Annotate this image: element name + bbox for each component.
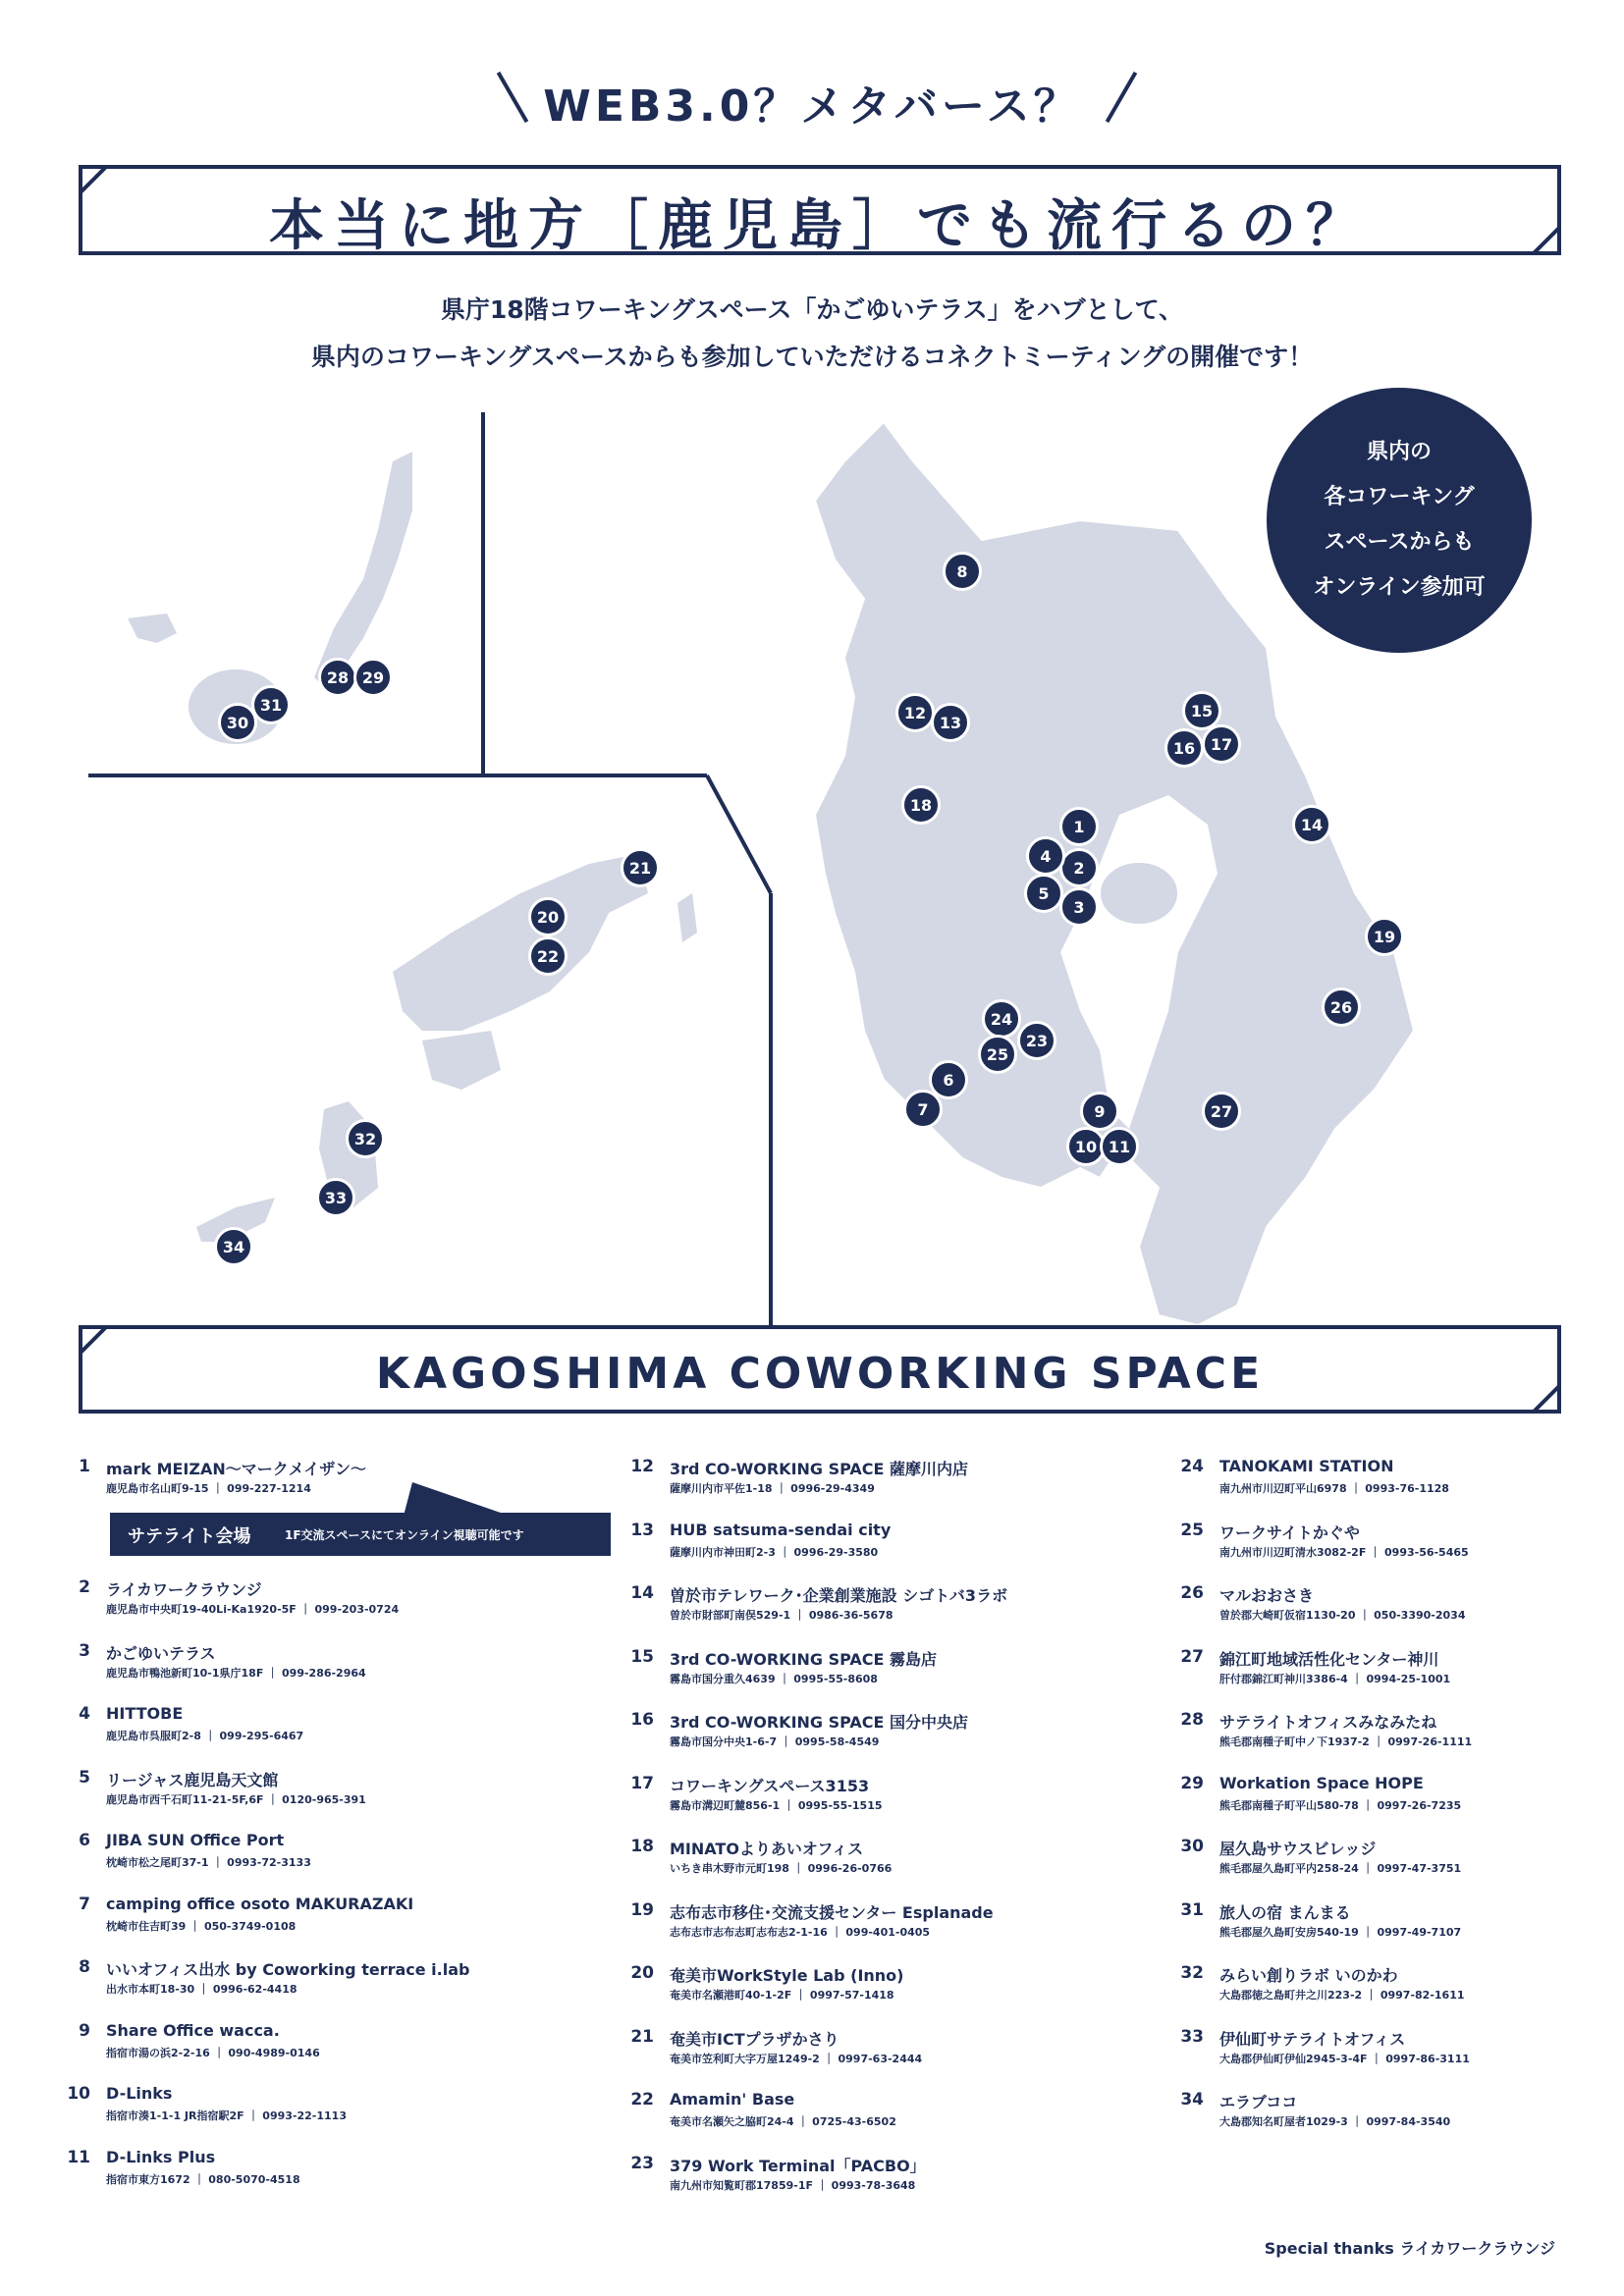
- list-item-address: 大島郡徳之島町井之川223-2 ｜ 0997-82-1611: [1219, 1989, 1465, 2002]
- map-pin-7: 7: [903, 1090, 943, 1129]
- list-item-address: 熊毛郡南種子町中ノ下1937-2 ｜ 0997-26-1111: [1219, 1735, 1473, 1748]
- map-pin-34: 34: [214, 1227, 253, 1266]
- list-item-name: D-Links Plus: [106, 2147, 216, 2166]
- list-item: [1174, 2027, 1587, 2091]
- special-thanks: Special thanks ライカワークラウンジ: [1264, 2239, 1555, 2258]
- list-item: [624, 2154, 1174, 2217]
- map-pin-5: 5: [1024, 874, 1063, 913]
- list-item-number: 21: [630, 2026, 654, 2047]
- list-item: [61, 1768, 611, 1832]
- list-item-number: 26: [1180, 1583, 1204, 1603]
- list-item-name: 奄美市ICTプラザかさり: [670, 2029, 839, 2049]
- list-item-number: 5: [79, 1767, 90, 1788]
- map-pin-1: 1: [1059, 807, 1099, 846]
- list-item: [624, 1521, 1174, 1584]
- list-column-3: [1174, 1457, 1587, 2154]
- list-item: [1174, 2090, 1587, 2154]
- amami-shape: [393, 854, 648, 1031]
- list-item-name: マルおおさき: [1219, 1586, 1315, 1605]
- list-item-number: 29: [1180, 1773, 1204, 1793]
- list-item-name: 志布志市移住･交流支援センター Esplanade: [670, 1902, 994, 1922]
- list-item-number: 23: [630, 2153, 654, 2173]
- list-item-address: 鹿児島市中央町19-40Li-Ka1920-5F ｜ 099-203-0724: [106, 1603, 400, 1616]
- section-frame: [79, 1325, 1561, 1414]
- list-item: [61, 1704, 611, 1768]
- list-item-number: 1: [79, 1457, 90, 1476]
- list-item-number: 32: [1180, 1963, 1204, 1983]
- list-item-address: 指宿市湯の浜2-2-16 ｜ 090-4989-0146: [106, 2046, 320, 2059]
- list-item: [1174, 1963, 1587, 2027]
- map-pin-2: 2: [1059, 848, 1099, 887]
- list-item-number: 6: [79, 1831, 90, 1850]
- badge-line-1: 県内の: [1366, 440, 1432, 464]
- list-item-address: 南九州市川辺町平山6978 ｜ 0993-76-1128: [1219, 1482, 1449, 1495]
- list-item-address: 霧島市国分重久4639 ｜ 0995-55-8608: [670, 1672, 878, 1685]
- list-item-address: 肝付郡錦江町神川3386-4 ｜ 0994-25-1001: [1219, 1672, 1451, 1685]
- list-item-number: 22: [630, 2090, 654, 2109]
- list-item-number: 31: [1180, 1899, 1204, 1920]
- map-pin-33: 33: [316, 1178, 355, 1217]
- list-item: [624, 2090, 1174, 2154]
- map-pin-30: 30: [218, 703, 257, 742]
- list-item-name: 3rd CO-WORKING SPACE 薩摩川内店: [670, 1460, 969, 1478]
- kikaijima-shape: [677, 893, 697, 942]
- list-item: [1174, 1837, 1587, 1900]
- badge-line-4: オンライン参加可: [1313, 575, 1486, 600]
- list-item-address: 霧島市国分中央1-6-7 ｜ 0995-58-4549: [670, 1735, 880, 1748]
- list-item: [61, 1577, 611, 1641]
- list-item-name: コワーキングスペース3153: [670, 1776, 870, 1795]
- page-title: 本当に地方［鹿児島］でも流行るの？: [269, 194, 1371, 258]
- list-item: [624, 1583, 1174, 1647]
- list-item-name: JIBA SUN Office Port: [106, 1831, 285, 1849]
- list-item-name: 3rd CO-WORKING SPACE 国分中央店: [670, 1713, 969, 1732]
- list-item: [61, 1957, 611, 2021]
- list-item-name: サテライトオフィスみなみたね: [1219, 1713, 1437, 1732]
- map-pin-8: 8: [943, 552, 982, 591]
- list-item-number: 14: [630, 1583, 654, 1603]
- list-item-address: いちき串木野市元町198 ｜ 0996-26-0766: [670, 1862, 893, 1875]
- list-item-address: 南九州市知覧町郡17859-1F ｜ 0993-78-3648: [670, 2178, 916, 2192]
- map-pin-3: 3: [1059, 887, 1099, 927]
- map-pin-20: 20: [528, 897, 568, 936]
- badge-line-2: 各コワーキング: [1324, 485, 1475, 509]
- list-column-2: [624, 1457, 1174, 2216]
- list-item-name: 旅人の宿 まんまる: [1219, 1902, 1351, 1922]
- map-pin-19: 19: [1365, 917, 1404, 956]
- list-item: [1174, 1900, 1587, 1964]
- list-item-number: 10: [67, 2084, 90, 2104]
- list-item-number: 27: [1180, 1646, 1204, 1667]
- list-item-name: TANOKAMI STATION: [1219, 1457, 1394, 1475]
- list-item-address: 指宿市東方1672 ｜ 080-5070-4518: [106, 2172, 300, 2186]
- badge-line-3: スペースからも: [1324, 530, 1475, 555]
- map-pin-22: 22: [528, 936, 568, 976]
- list-item-address: 薩摩川内市平佐1-18 ｜ 0996-29-4349: [670, 1482, 875, 1495]
- list-item-number: 9: [79, 2020, 90, 2041]
- list-item-address: 鹿児島市西千石町11-21-5F,6F ｜ 0120-965-391: [106, 1792, 366, 1806]
- map-pin-26: 26: [1322, 988, 1361, 1027]
- list-item-name: 曽於市テレワーク･企業創業施設 シゴトバ3ラボ: [670, 1586, 1008, 1605]
- list-item-address: 枕崎市住吉町39 ｜ 050-3749-0108: [106, 1919, 297, 1933]
- lead-line-1: 県庁18階コワーキングスペース「かごゆいテラス」をハブとして、: [440, 295, 1184, 324]
- list-item-name: ワークサイトかぐや: [1219, 1522, 1360, 1542]
- list-item-address: 曽於郡大崎町仮宿1130-20 ｜ 050-3390-2034: [1219, 1609, 1466, 1622]
- map-pin-29: 29: [353, 658, 393, 697]
- list-item-address: 枕崎市松之尾町37-1 ｜ 0993-72-3133: [106, 1856, 311, 1869]
- section-title: KAGOSHIMA COWORKING SPACE: [375, 1349, 1265, 1399]
- map-pin-12: 12: [895, 693, 935, 732]
- list-item-number: 3: [79, 1640, 90, 1661]
- online-badge: [1267, 388, 1532, 653]
- map-pin-18: 18: [901, 785, 941, 825]
- list-item-name: 伊仙町サテライトオフィス: [1219, 2029, 1406, 2049]
- kuchinoerabu-shape: [128, 614, 177, 643]
- list-item-number: 15: [630, 1646, 654, 1667]
- list-item-address: 鹿児島市名山町9-15 ｜ 099-227-1214: [106, 1482, 311, 1495]
- title-frame: [79, 165, 1561, 258]
- list-item-address: 南九州市川辺町清水3082-2F ｜ 0993-56-5465: [1219, 1545, 1469, 1559]
- list-item-number: 20: [630, 1963, 654, 1983]
- satellite-note: 1F交流スペースにてオンライン視聴可能です: [285, 1528, 524, 1542]
- map-pin-27: 27: [1202, 1092, 1241, 1131]
- list-item-name: 屋久島サウスビレッジ: [1219, 1840, 1377, 1858]
- satellite-callout: [110, 1513, 611, 1556]
- list-item-name: 奄美市WorkStyle Lab (Inno): [670, 1966, 904, 1985]
- map-pin-32: 32: [346, 1119, 385, 1158]
- map-pin-15: 15: [1182, 691, 1221, 730]
- list-item: [1174, 1583, 1587, 1647]
- list-item-number: 33: [1180, 2026, 1204, 2047]
- list-item: [624, 1963, 1174, 2027]
- kakeroma-shape: [422, 1031, 501, 1090]
- satellite-label: サテライト会場: [128, 1526, 251, 1547]
- list-item-name: みらい創りラボ いのかわ: [1219, 1966, 1398, 1985]
- list-item: [61, 2084, 611, 2148]
- list-item-number: 25: [1180, 1520, 1204, 1540]
- list-item-number: 30: [1180, 1837, 1204, 1856]
- list-item-address: 大島郡知名町屋者1029-3 ｜ 0997-84-3540: [1219, 2115, 1451, 2128]
- list-item-name: 錦江町地域活性化センター神川: [1219, 1649, 1439, 1669]
- list-item-name: エラブココ: [1219, 2093, 1298, 2111]
- list-item-number: 28: [1180, 1710, 1204, 1730]
- map-pin-16: 16: [1164, 728, 1204, 768]
- map-pin-10: 10: [1066, 1127, 1106, 1166]
- map-pin-21: 21: [621, 848, 660, 887]
- tanegashima-shape: [314, 452, 412, 687]
- map-pin-6: 6: [929, 1060, 968, 1099]
- map-pin-11: 11: [1100, 1127, 1139, 1166]
- list-item-name: いいオフィス出水 by Coworking terrace i.lab: [106, 1960, 470, 1979]
- list-item: [624, 1900, 1174, 1964]
- map-pin-31: 31: [251, 685, 291, 724]
- map-pin-28: 28: [318, 658, 357, 697]
- list-item: [1174, 1457, 1587, 1521]
- list-item-address: 鹿児島市呉服町2-8 ｜ 099-295-6467: [106, 1730, 304, 1742]
- list-item-number: 17: [630, 1773, 654, 1793]
- map-pin-4: 4: [1026, 836, 1065, 876]
- list-item-number: 16: [630, 1710, 654, 1730]
- list-item-name: HUB satsuma-sendai city: [670, 1520, 892, 1539]
- list-item-address: 熊毛郡屋久島町安房540-19 ｜ 0997-49-7107: [1219, 1925, 1462, 1939]
- list-item-address: 熊毛郡南種子町平山580-78 ｜ 0997-26-7235: [1219, 1798, 1462, 1812]
- list-item: [624, 1710, 1174, 1774]
- list-item-address: 奄美市笠利町大字万屋1249-2 ｜ 0997-63-2444: [670, 2052, 923, 2065]
- list-item: [61, 1831, 611, 1895]
- list-item-address: 曽於市財部町南俣529-1 ｜ 0986-36-5678: [670, 1609, 893, 1622]
- list-item-number: 4: [79, 1704, 90, 1724]
- list-item: [624, 1457, 1174, 1521]
- list-item-address: 出水市本町18-30 ｜ 0996-62-4418: [106, 1983, 298, 1996]
- map-pin-25: 25: [978, 1035, 1017, 1074]
- list-item-number: 13: [630, 1520, 654, 1540]
- list-item-address: 指宿市湊1-1-1 JR指宿駅2F ｜ 0993-22-1113: [106, 2109, 347, 2122]
- list-item-number: 2: [79, 1577, 90, 1597]
- list-item-name: Workation Space HOPE: [1219, 1773, 1424, 1792]
- list-item-address: 奄美市名瀬矢之脇町24-4 ｜ 0725-43-6502: [670, 2115, 896, 2128]
- list-item: [1174, 1647, 1587, 1711]
- list-item-name: camping office osoto MAKURAZAKI: [106, 1894, 414, 1913]
- map-pin-9: 9: [1080, 1092, 1119, 1131]
- list-item-name: かごゆいテラス: [106, 1643, 216, 1663]
- list-item-name: ライカワークラウンジ: [106, 1580, 262, 1599]
- list-item-name: Share Office wacca.: [106, 2020, 280, 2040]
- lead-line-2: 県内のコワーキングスペースからも参加していただけるコネクトミーティングの開催です！: [310, 343, 1314, 371]
- list-item: [624, 1837, 1174, 1900]
- list-item: [61, 1895, 611, 1958]
- map-pin-24: 24: [982, 999, 1021, 1039]
- list-item-number: 34: [1180, 2090, 1204, 2109]
- list-item: [1174, 1521, 1587, 1584]
- list-item-name: 379 Work Terminal「PACBO」: [670, 2156, 926, 2175]
- list-item: [61, 2021, 611, 2085]
- map-divider-diagonal: [707, 775, 771, 893]
- list-item-address: 大島郡伊仙町伊仙2945-3-4F ｜ 0997-86-3111: [1219, 2052, 1470, 2065]
- list-item-number: 24: [1180, 1457, 1204, 1476]
- list-item-address: 熊毛郡屋久島町平内258-24 ｜ 0997-47-3751: [1219, 1862, 1462, 1875]
- list-item-number: 8: [79, 1957, 90, 1977]
- list-item-address: 鹿児島市鴨池新町10-1県庁18F ｜ 099-286-2964: [106, 1666, 366, 1680]
- list-item-address: 薩摩川内市神田町2-3 ｜ 0996-29-3580: [670, 1545, 879, 1559]
- list-item-number: 12: [630, 1457, 654, 1476]
- header-kicker: WEB3.0？メタバース？: [543, 81, 1081, 132]
- list-item-number: 19: [630, 1899, 654, 1920]
- list-item: [61, 1641, 611, 1705]
- list-item: [1174, 1710, 1587, 1774]
- map-pin-14: 14: [1292, 805, 1331, 844]
- list-item-number: 11: [67, 2147, 90, 2167]
- map-pin-17: 17: [1202, 724, 1241, 764]
- list-item-address: 志布志市志布志町志布志2-1-16 ｜ 099-401-0405: [670, 1925, 931, 1939]
- list-item-name: MINATOよりあいオフィス: [670, 1840, 864, 1858]
- sakurajima-shape: [1100, 862, 1178, 925]
- list-item: [1174, 1774, 1587, 1838]
- list-item-number: 7: [79, 1894, 90, 1914]
- list-item: [61, 2148, 611, 2212]
- map-pin-23: 23: [1017, 1021, 1056, 1060]
- list-item-name: 3rd CO-WORKING SPACE 霧島店: [670, 1649, 938, 1669]
- list-item-name: リージャス鹿児島天文館: [106, 1770, 279, 1789]
- list-item: [624, 2027, 1174, 2091]
- list-item: [624, 1774, 1174, 1838]
- list-item-name: Amamin' Base: [670, 2090, 795, 2109]
- list-item-number: 18: [630, 1837, 654, 1856]
- list-item-address: 奄美市名瀬港町40-1-2F ｜ 0997-57-1418: [670, 1989, 894, 2002]
- list-item-name: mark MEIZAN〜マークメイザン〜: [106, 1460, 366, 1478]
- list-item-name: HITTOBE: [106, 1704, 184, 1723]
- list-item-name: D-Links: [106, 2084, 173, 2103]
- list-item-address: 霧島市溝辺町麓856-1 ｜ 0995-55-1515: [670, 1798, 883, 1812]
- map-pin-13: 13: [931, 703, 970, 742]
- list-column-1: [61, 1457, 611, 2211]
- list-item: [624, 1647, 1174, 1711]
